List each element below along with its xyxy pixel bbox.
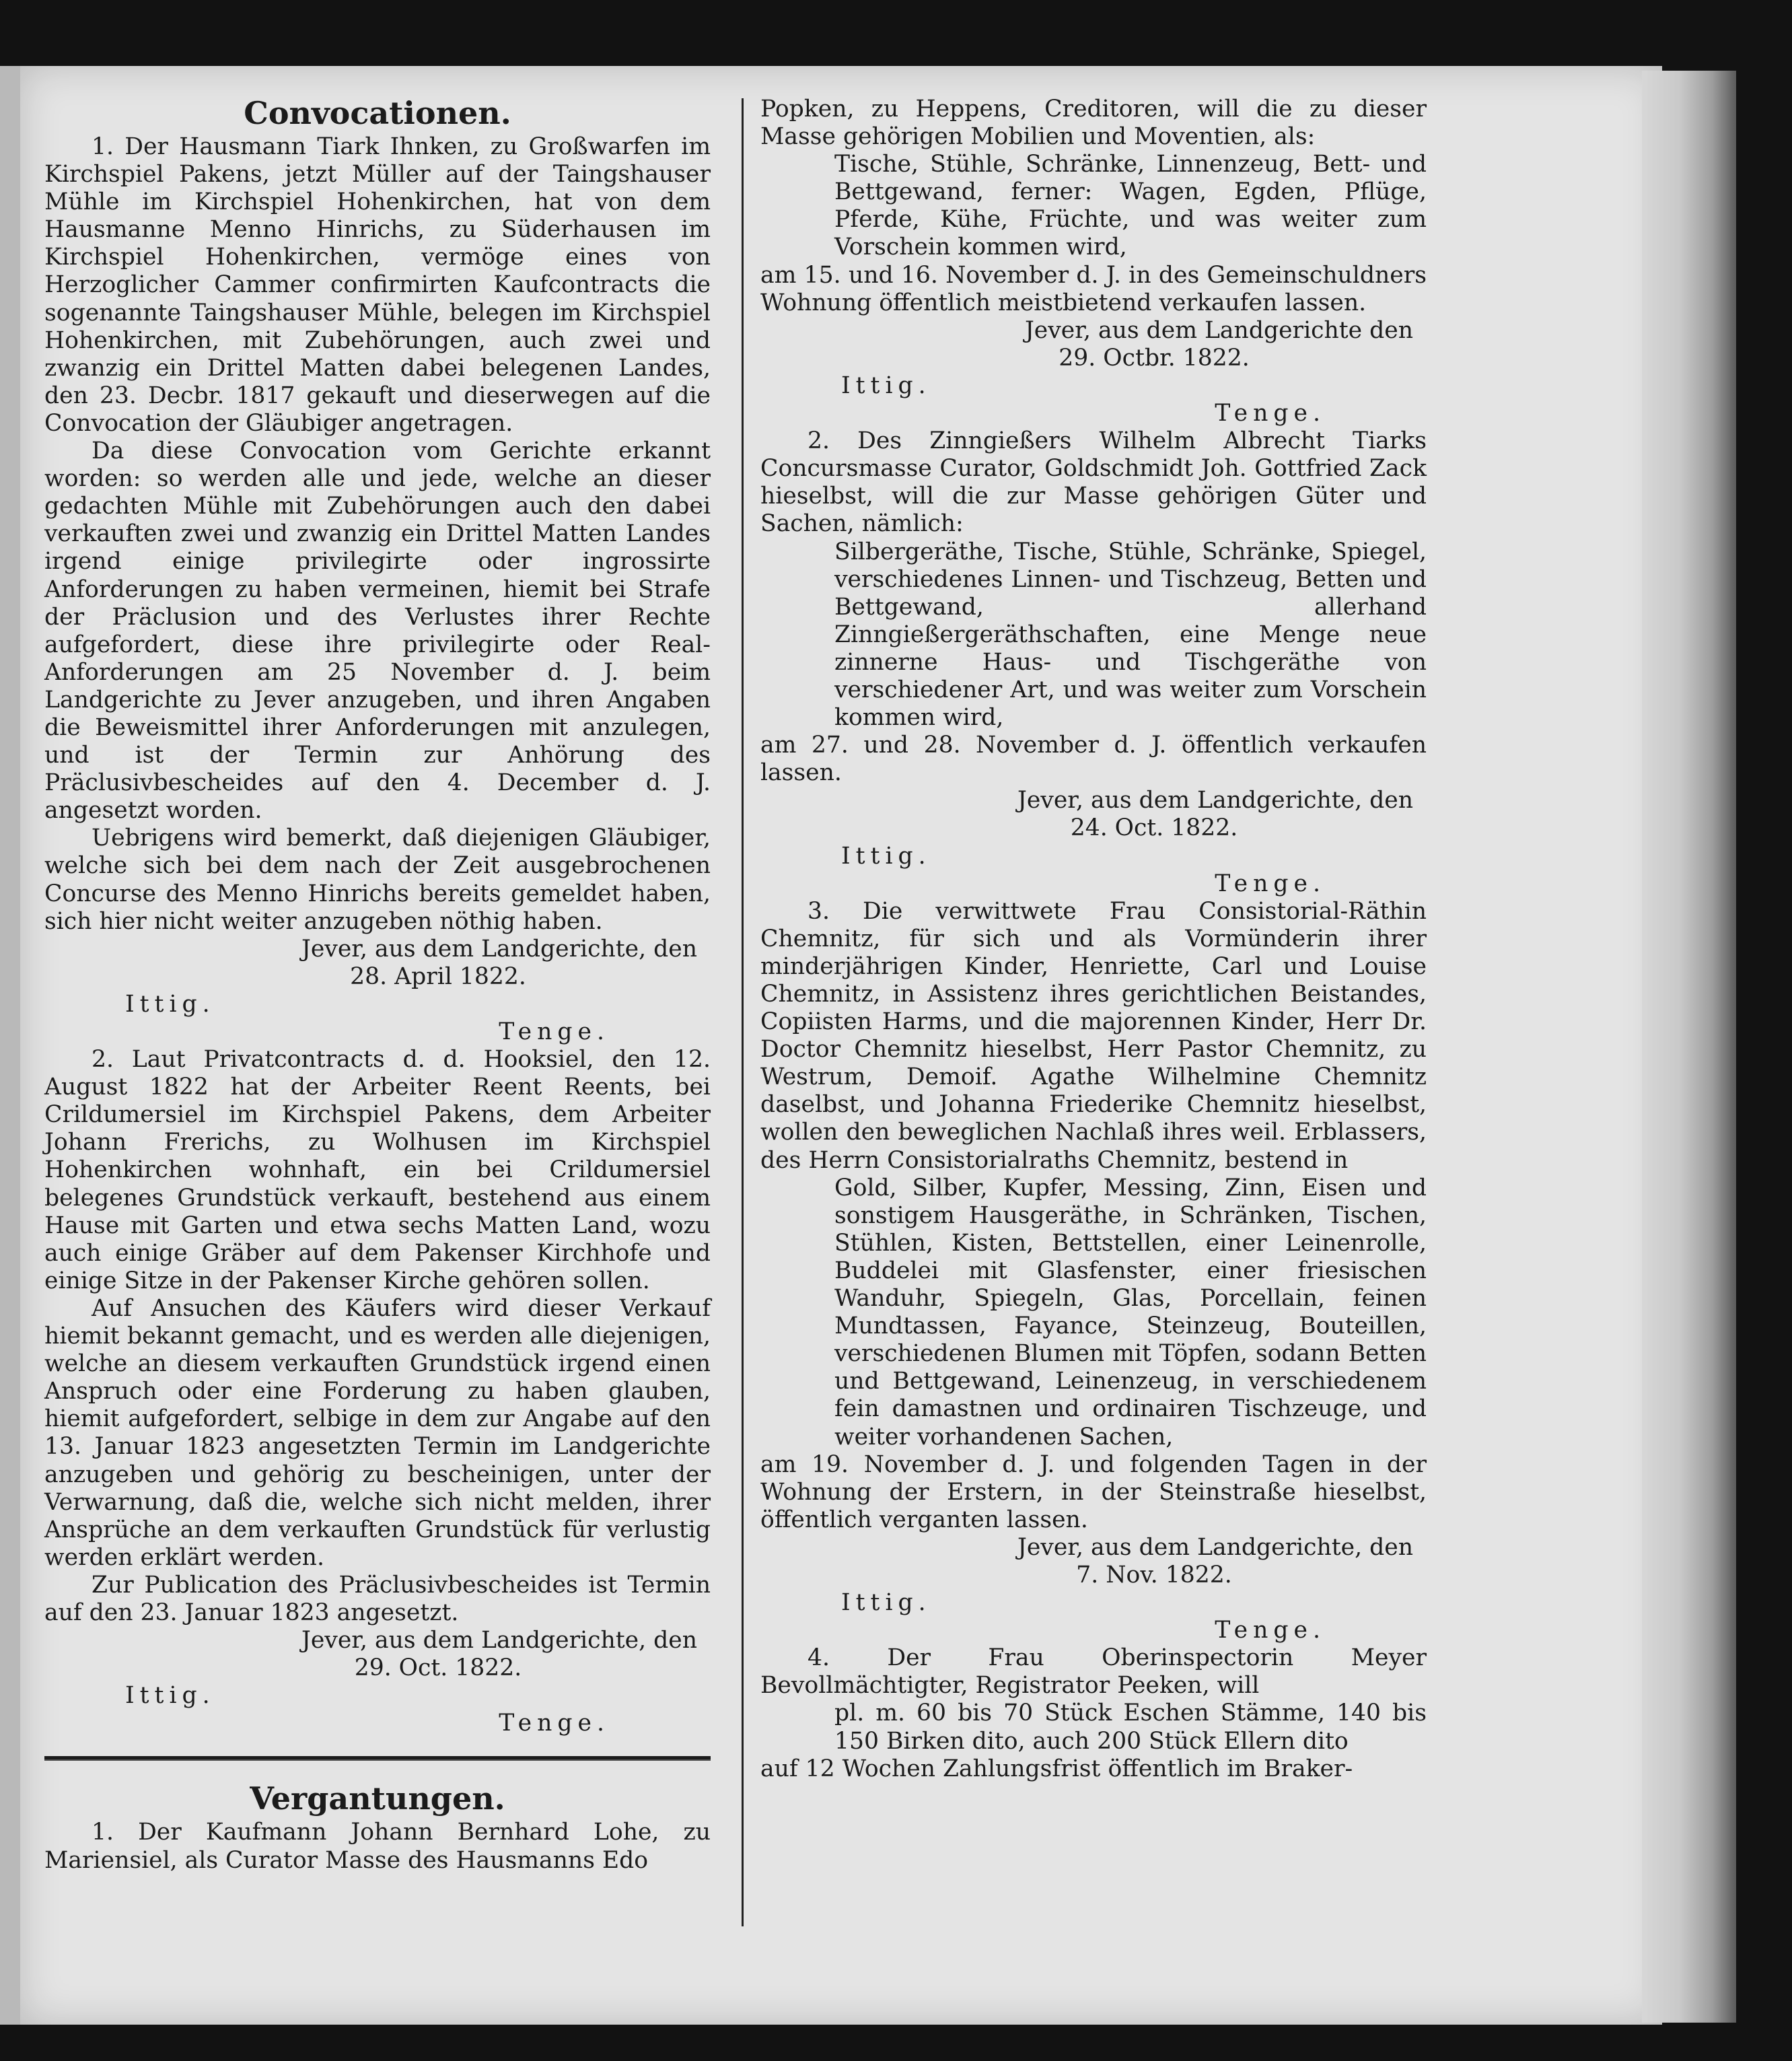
notice-1-signature-ittig: Ittig. [125, 990, 215, 1018]
notice-2-date: 29. Oct. 1822. [354, 1654, 522, 1682]
notice-2-paragraph-2: Auf Ansuchen des Käufers wird dieser Verkauf hiemit bekannt gemacht, und es werden alle diejenigen, welche an diesem verkauften Grundstück irgend einen Anspruch oder eine Forderung zu haben glauben, hiemit aufgefordert, selbige in dem zur Angabe auf den 13. Januar 1823 angesetzten Termin im Landgerichte anzugeben und gehörig zu bescheinigen, unter der Verwarnung, daß die, welche sich nicht melden, ihrer Ansprüche an dem verkauften Grundstück für verlustig werden erklärt werden. [44, 1294, 711, 1571]
vergantung-3-items: Gold, Silber, Kupfer, Messing, Zinn, Eisen und sonstigem Hausgeräthe, in Schränken, Tischen, Stühlen, Kisten, Bettstellen, einer Leinenrolle, Buddelei mit Glasfenster, einer friesischen Wanduhr, Spiegeln, Glas, Porcellain, feinen Mundtassen, Fayance, Steinzeug, Bouteillen, verschiedenen Blumen mit Töpfen, sodann Betten und Bettgewand, Leinenzeug, in verschiedenem fein damastnen und ordinairen Tischzeuge, und weiter vorhandenen Sachen, [834, 1174, 1427, 1451]
vergantung-3-end: am 19. November d. J. und folgenden Tagen in der Wohnung der Erstern, in der Steinstraße hieselbst, öffentlich verganten lassen. [760, 1451, 1427, 1533]
page-stack-edge [1642, 71, 1736, 2023]
vergantung-4-start: 4. Der Frau Oberinspectorin Meyer Bevollmächtigter, Registrator Peeken, will [760, 1644, 1427, 1700]
vergantung-2-end: am 27. und 28. November d. J. öffentlich verkaufen lassen. [760, 732, 1427, 787]
vergantung-1-continued: Popken, zu Heppens, Creditoren, will die zu dieser Masse gehörigen Mobilien und Moventien, als: [760, 96, 1427, 151]
right-column [760, 96, 1427, 1783]
notice-2-paragraph-3: Zur Publication des Präclusivbescheides ist Termin auf den 23. Januar 1823 angesetzt. [44, 1571, 711, 1626]
vergantung-2-items: Silbergeräthe, Tische, Stühle, Schränke, Spiegel, verschiedenes Linnen- und Tischzeug, Betten und Bettgewand, allerhand Zinngießergeräthschaften, eine Menge neue zinnerne Haus- und Tischgeräthe von verschiedener Art, und was weiter zum Vorschein kommen wird, [834, 538, 1427, 732]
section-title-vergantungen: Vergantungen. [250, 1780, 505, 1817]
vergantung-2-start: 2. Des Zinngießers Wilhelm Albrecht Tiarks Concursmasse Curator, Goldschmidt Joh. Gottfried Zack hieselbst, will die zur Masse gehörigen Güter und Sachen, nämlich: [760, 427, 1427, 538]
vergantung-1-end: am 15. und 16. November d. J. in des Gemeinschuldners Wohnung öffentlich meistbietend verkaufen lassen. [760, 261, 1427, 316]
notice-1-signature-tenge: Tenge. [499, 1018, 610, 1045]
notice-1-paragraph-3: Uebrigens wird bemerkt, daß diejenigen Gläubiger, welche sich bei dem nach der Zeit ausgebrochenen Concurse des Menno Hinrichs bereits gemeldet haben, sich hier nicht weiter anzugeben nöthig haben. [44, 825, 711, 935]
vergantung-3-date: 7. Nov. 1822. [1076, 1561, 1232, 1588]
notice-2-signature-tenge: Tenge. [499, 1710, 610, 1737]
vergantung-1-place: Jever, aus dem Landgerichte den [1024, 316, 1413, 344]
section-title-convocationen: Convocationen. [244, 95, 511, 131]
vergantung-2-place: Jever, aus dem Landgerichte, den [1017, 787, 1413, 814]
vergantung-3-signature-ittig: Ittig. [841, 1589, 931, 1617]
vergantung-1-items: Tische, Stühle, Schränke, Linnenzeug, Bett- und Bettgewand, ferner: Wagen, Egden, Pflüge, Pferde, Kühe, Früchte, und was weiter zum Vorschein kommen wird, [834, 151, 1427, 261]
vergantung-1-start: 1. Der Kaufmann Johann Bernhard Lohe, zu Mariensiel, als Curator Masse des Hausmanns Edo [44, 1819, 711, 1874]
notice-1-place: Jever, aus dem Landgerichte, den [301, 935, 697, 963]
vergantung-1-signature-tenge: Tenge. [1215, 400, 1326, 427]
vergantung-2-date: 24. Oct. 1822. [1070, 814, 1238, 842]
vergantung-3-signature-tenge: Tenge. [1215, 1617, 1326, 1644]
column-rule [742, 98, 744, 1926]
vergantung-2-signature-tenge: Tenge. [1215, 870, 1326, 897]
notice-2-paragraph-1: 2. Laut Privatcontracts d. d. Hooksiel, den 12. August 1822 hat der Arbeiter Reent Reents, bei Crildumersiel im Kirchspiel Pakens, dem Arbeiter Johann Frerichs, zu Wolhusen im Kirchspiel Hohenkirchen wohnhaft, ein bei Crildumersiel belegenes Grundstück verkauft, bestehend aus einem Hause mit Garten und etwa sechs Matten Land, wozu auch einige Gräber auf dem Pakenser Kirchhofe und einige Sitze in der Pakenser Kirche gehören sollen. [44, 1046, 711, 1294]
section-divider [44, 1756, 711, 1761]
vergantung-3-start: 3. Die verwittwete Frau Consistorial-Räthin Chemnitz, für sich und als Vormünderin ihrer minderjährigen Kinder, Henriette, Carl und Louise Chemnitz, in Assistenz ihres gerichtlichen Beistandes, Copiisten Harms, und die majorennen Kinder, Herr Dr. Doctor Chemnitz hieselbst, Herr Pastor Chemnitz, zu Westrum, Demoif. Agathe Wilhelmine Chemnitz daselbst, und Johanna Friederike Chemnitz hieselbst, wollen den beweglichen Nachlaß ihres weil. Erblassers, des Herrn Consistorialraths Chemnitz, bestend in [760, 897, 1427, 1174]
notice-1-date: 28. April 1822. [350, 963, 526, 990]
vergantung-3-place: Jever, aus dem Landgerichte, den [1017, 1533, 1413, 1561]
notice-2-signature-ittig: Ittig. [125, 1682, 215, 1710]
vergantung-4-items: pl. m. 60 bis 70 Stück Eschen Stämme, 140 bis 150 Birken dito, auch 200 Stück Ellern dito [834, 1700, 1427, 1755]
vergantung-1-date: 29. Octbr. 1822. [1059, 344, 1250, 372]
left-column [44, 96, 711, 1875]
notice-2-place: Jever, aus dem Landgerichte, den [301, 1627, 697, 1654]
notice-1-paragraph-2: Da diese Convocation vom Gerichte erkannt worden: so werden alle und jede, welche an dieser gedachten Mühle mit Zubehörungen auch den dabei verkauften zwei und zwanzig ein Drittel Matten Landes irgend einige privilegirte oder ingrossirte Anforderungen zu haben vermeinen, hiemit bei Strafe der Präclusion und des Verlustes ihrer Rechte aufgefordert, diese ihre privilegirte oder Real-Anforderungen am 25 November d. J. beim Landgerichte zu Jever anzugeben, und ihren Angaben die Beweismittel ihrer Anforderungen mit anzulegen, und ist der Termin zur Anhörung des Präclusivbescheides auf den 4. December d. J. angesetzt worden. [44, 438, 711, 825]
vergantung-4-end: auf 12 Wochen Zahlungsfrist öffentlich im Braker- [760, 1755, 1353, 1782]
vergantung-2-signature-ittig: Ittig. [841, 842, 931, 870]
vergantung-1-signature-ittig: Ittig. [841, 372, 931, 399]
notice-1-paragraph-1: 1. Der Hausmann Tiark Ihnken, zu Großwarfen im Kirchspiel Pakens, jetzt Müller auf der Taingshauser Mühle im Kirchspiel Hohenkirchen, hat von dem Hausmanne Menno Hinrichs, zu Süderhausen im Kirchspiel Hohenkirchen, vermöge eines von Herzoglicher Cammer confirmirten Kaufcontracts die sogenannte Taingshauser Mühle, belegen im Kirchspiel Hohenkirchen, mit Zubehörungen, auch zwei und zwanzig ein Drittel Matten dabei belegenen Landes, den 23. Decbr. 1817 gekauft und dieserwegen auf die Convocation der Gläubiger angetragen. [44, 133, 711, 437]
